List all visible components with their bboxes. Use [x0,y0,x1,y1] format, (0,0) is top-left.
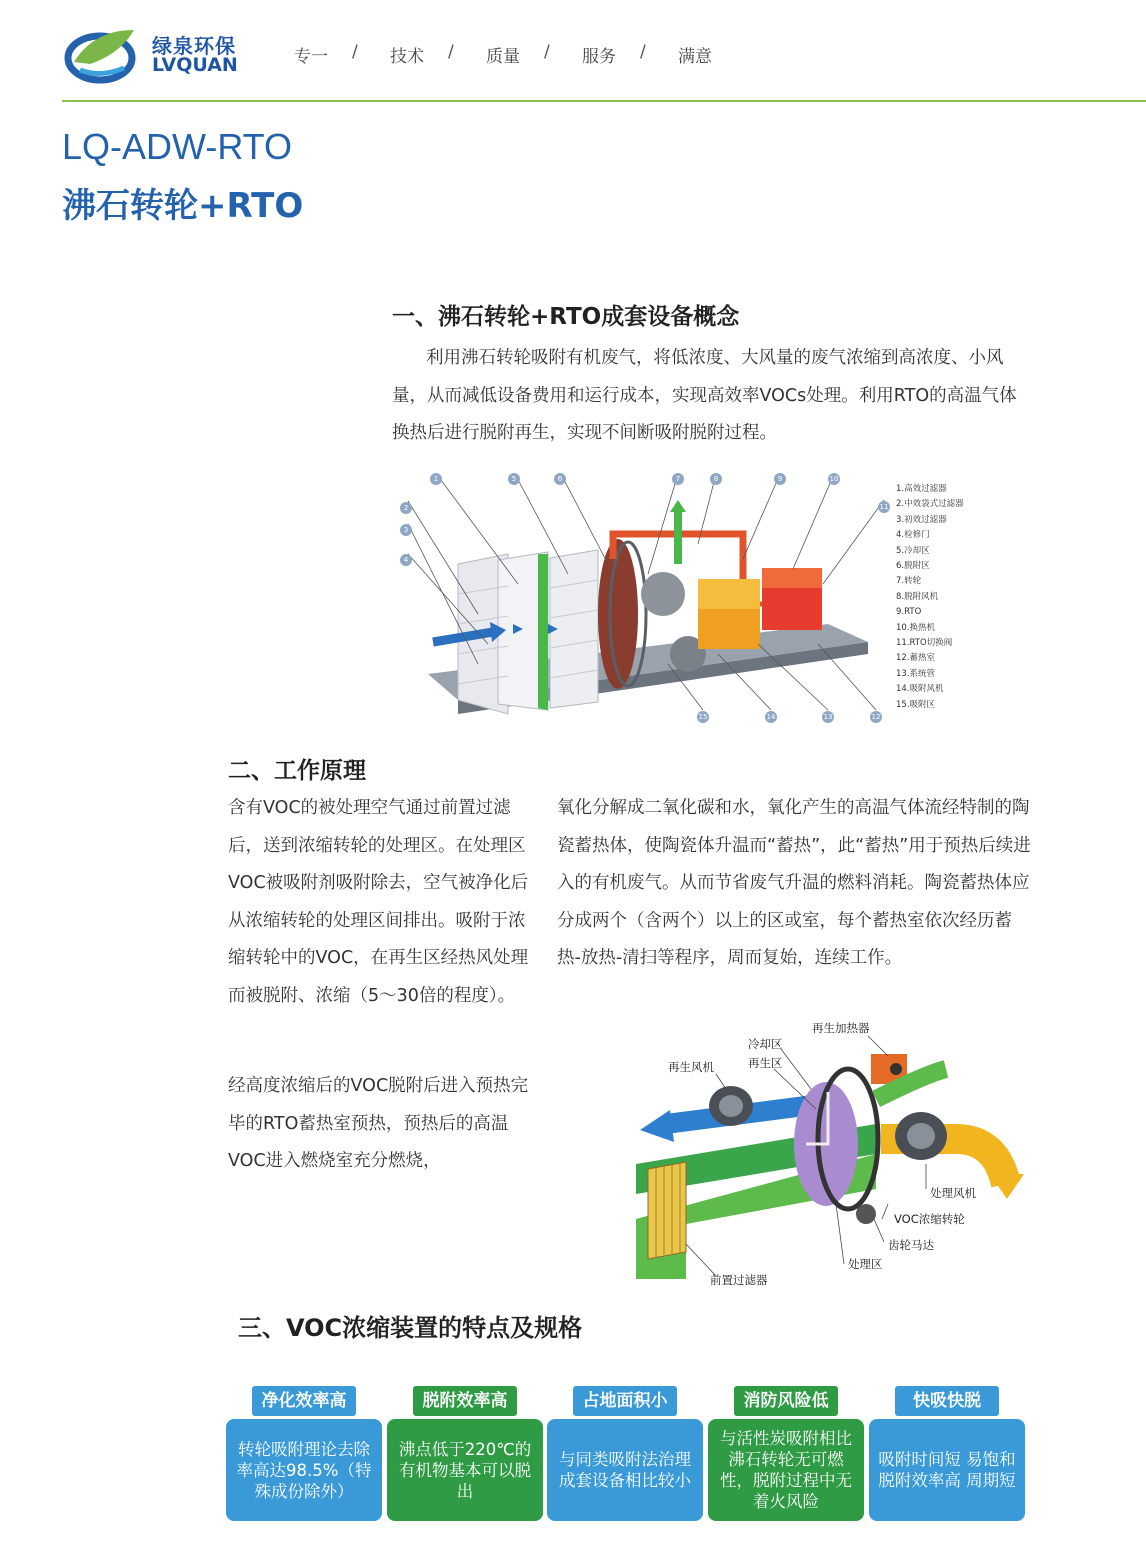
feature-tag: 净化效率高 [252,1386,356,1416]
callout-12: 12 [871,713,881,721]
desorption-fan [641,572,685,616]
callout-10: 10 [829,475,839,483]
callout-4: 4 [400,547,412,566]
callout-5: 5 [508,466,520,485]
rotor-concentrator-diagram [626,1014,1026,1299]
legend-item: 7.转轮 [896,576,922,587]
feature-card-fire-risk [708,1386,864,1526]
callout-7: 7 [672,466,684,485]
legend-item: 4.检修门 [896,530,930,541]
nav-item-focus: 专一 [294,47,328,67]
section3-heading: 三、VOC浓缩装置的特点及规格 [238,1314,583,1342]
legend-item: 2.中效袋式过滤器 [896,499,964,510]
legend-item: 10.换热机 [896,622,936,633]
callout-14: 14 [766,713,776,721]
callout-15: 15 [698,713,708,721]
nav-item-tech: 技术 [390,47,424,67]
label-regen-heater: 再生加热器 [812,1021,870,1035]
section1-heading: 一、沸石转轮+RTO成套设备概念 [392,304,740,330]
callout-8: 8 [710,466,722,485]
label-process-zone: 处理区 [848,1257,883,1271]
label-gear-motor: 齿轮马达 [888,1238,934,1252]
callout-2: 2 [400,495,412,514]
legend-item: 1.高效过滤器 [896,484,947,494]
callout-3: 3 [400,517,412,536]
nav-separator: / [352,42,358,62]
feature-tag: 消防风险低 [734,1386,838,1416]
legend-item: 11.RTO切换阀 [896,638,953,649]
label-regen-zone: 再生区 [748,1056,783,1070]
legend-item: 12.蓄热室 [896,653,936,664]
gear-motor-icon [856,1204,876,1224]
product-model-title: LQ-ADW-RTO [62,126,293,167]
nav-separator: / [640,42,646,62]
feature-text: 吸附时间短 易饱和 脱附效率高 周期短 [869,1419,1025,1521]
feature-text: 与同类吸附法治理成套设备相比较小 [547,1419,703,1521]
feature-card-purification [226,1386,382,1526]
legend-item: 8.脱附风机 [896,591,939,602]
callout-6: 6 [554,466,566,485]
equipment-legend [896,482,964,713]
nav-separator: / [544,42,550,62]
callout-13: 13 [823,713,833,721]
nav-item-satisfaction: 满意 [678,47,712,67]
section1-paragraph-text: 利用沸石转轮吸附有机废气，将低浓度、大风量的废气浓缩到高浓度、小风量，从而减低设备费用和运行成本，实现高效率VOCs处理。利用RTO的高温气体换热后进行脱附再生，实现不间断吸附脱附过程。 [392,348,1017,443]
feature-text: 与活性炭吸附相比沸石转轮无可燃性，脱附过程中无着火风险 [708,1419,864,1521]
product-name-title: 沸石转轮+RTO [62,186,304,226]
logo-english-name: LVQUAN [152,54,238,76]
header-divider [62,100,1146,102]
feature-tag: 占地面积小 [573,1386,677,1416]
feature-card-fast-cycle [869,1386,1025,1526]
equipment-diagram [398,464,978,744]
principle-col1-para2: 经高度浓缩后的VOC脱附后进入预热完毕的RTO蓄热室预热，预热后的高温VOC进入燃烧室充分燃烧， [228,1076,529,1171]
zeolite-rotor [598,539,638,689]
feature-card-desorption [387,1386,543,1526]
legend-item: 5.冷却区 [896,545,930,556]
legend-item: 3.初效过滤器 [896,514,947,525]
callout-9: 9 [774,466,786,485]
legend-item: 15.吸附区 [896,699,936,710]
label-regen-fan: 再生风机 [668,1060,714,1074]
principle-col1-para1: 含有VOC的被处理空气通过前置过滤后，送到浓缩转轮的处理区。在处理区VOC被吸附剂吸附除去，空气被净化后从浓缩转轮的处理区间排出。吸附于浓缩转轮中的VOC，在再生区经热风处理而被脱附、浓缩（5～30倍的程度）。 [228,798,529,1006]
slogan-nav [294,42,736,67]
feature-card-footprint [547,1386,703,1526]
legend-item: 6.脱附区 [896,561,930,572]
section2-heading: 二、工作原理 [228,758,366,784]
legend-item: 14.吸附风机 [896,684,944,695]
label-cooling-zone: 冷却区 [748,1037,783,1051]
nav-item-quality: 质量 [486,47,520,67]
legend-item: 13.系统管 [896,668,936,679]
label-prefilter: 前置过滤器 [710,1273,768,1287]
feature-text: 转轮吸附理论去除率高达98.5%（特殊成份除外） [226,1419,382,1521]
nav-separator: / [448,42,454,62]
callout-1: 1 [430,466,442,485]
legend-item: 9.RTO [896,607,922,618]
green-filter-edge [538,554,548,710]
section1-paragraph [392,340,1032,453]
label-process-fan: 处理风机 [930,1186,976,1200]
logo-chinese-name: 绿泉环保 [152,34,236,58]
feature-text: 沸点低于220℃的有机物基本可以脱出 [387,1419,543,1521]
nav-item-service: 服务 [582,47,616,67]
label-voc-rotor: VOC浓缩转轮 [894,1212,965,1226]
feature-tag: 脱附效率高 [413,1386,517,1416]
feature-tag: 快吸快脱 [895,1386,999,1416]
callout-11: 11 [879,503,889,511]
principle-col2-para: 氧化分解成二氧化碳和水，氧化产生的高温气体流经特制的陶瓷蓄热体，使陶瓷体升温而“蓄热”，此“蓄热”用于预热后续进入的有机废气。从而节省废气升温的燃料消耗。陶瓷蓄热体应分成两个（含两个）以上的区或室，每个蓄热室依次经历蓄热-放热-清扫等程序，周而复始，连续工作。 [557,798,1031,968]
